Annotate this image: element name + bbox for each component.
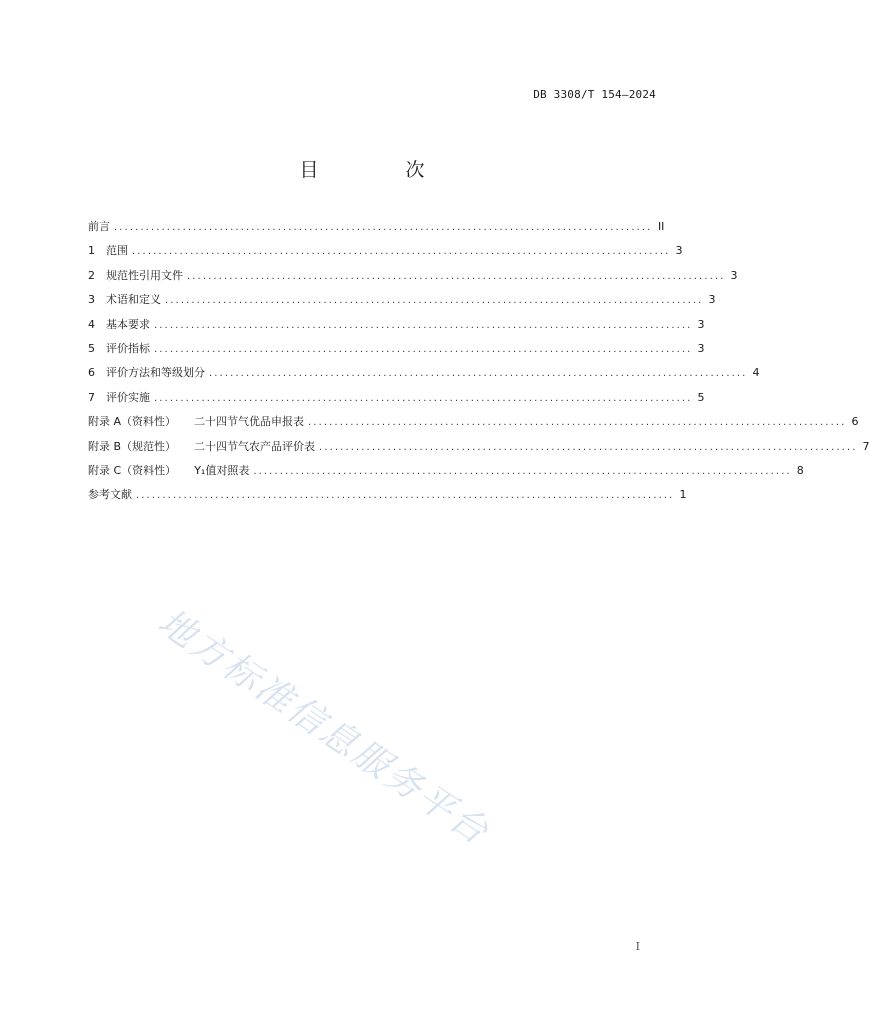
toc-section-number: 3 [88, 293, 95, 307]
toc-entry-bibliography[interactable] [88, 487, 687, 511]
dot-leader: ...................................................................................................... [154, 392, 693, 404]
toc-page-number: 1 [679, 488, 687, 502]
toc-page-number: 4 [752, 366, 760, 380]
toc-entry-basic-requirements[interactable] [88, 317, 705, 341]
toc-entry-evaluation-methods[interactable] [88, 365, 760, 389]
dot-leader: ...................................................................................................... [187, 270, 726, 282]
page-number: I [635, 940, 640, 953]
dot-leader: ...................................................................................................... [209, 368, 748, 380]
toc-entry-label: 评价实施 [106, 390, 150, 404]
toc-entry-normative-references[interactable] [88, 268, 738, 292]
toc-entry-label: 评价指标 [106, 341, 150, 355]
toc-section-number: 5 [88, 341, 95, 355]
table-of-contents [88, 219, 869, 512]
toc-annex-label: 附录 C（资料性） [88, 463, 177, 477]
toc-entry-label: 术语和定义 [106, 293, 161, 307]
toc-page-number: 3 [730, 268, 738, 282]
dot-leader: ...................................................................................................... [165, 295, 704, 307]
toc-page-number: 6 [851, 415, 859, 429]
toc-entry-label: 规范性引用文件 [106, 268, 183, 282]
toc-section-number: 2 [88, 268, 95, 282]
watermark: 地方标准信息服务平台 [150, 601, 497, 854]
toc-entry-label: 范围 [106, 244, 128, 258]
toc-page-number: II [657, 220, 665, 233]
toc-entry-annex-a[interactable] [88, 414, 859, 438]
toc-entry-annex-b[interactable] [88, 439, 869, 463]
toc-entry-label: 前言 [88, 220, 110, 233]
dot-leader: ...................................................................................................... [136, 490, 675, 502]
toc-entry-terms[interactable] [88, 292, 716, 316]
toc-entry-label: 二十四节气优品申报表 [194, 415, 305, 429]
dot-leader: ...................................................................................................... [154, 319, 693, 331]
toc-entry-label: 二十四节气农产品评价表 [194, 439, 316, 453]
toc-entry-label: 基本要求 [106, 317, 150, 331]
dot-leader: ...................................................................................................... [114, 222, 653, 233]
dot-leader: ...................................................................................................... [308, 417, 847, 429]
toc-entry-annex-c[interactable] [88, 463, 804, 487]
document-code: DB 3308/T 154—2024 [533, 88, 656, 101]
toc-entry-evaluation-indicators[interactable] [88, 341, 705, 365]
toc-page-number: 3 [708, 293, 716, 307]
dot-leader: ...................................................................................................... [154, 343, 693, 355]
toc-annex-label: 附录 A（资料性） [88, 415, 177, 429]
toc-page-number: 7 [862, 439, 869, 453]
dot-leader: ...................................................................................................... [319, 441, 858, 453]
toc-page-number: 3 [697, 317, 705, 331]
toc-section-number: 1 [88, 244, 95, 258]
toc-annex-label: 附录 B（规范性） [88, 439, 177, 453]
toc-entry-scope[interactable] [88, 243, 683, 267]
toc-page-number: 3 [697, 341, 705, 355]
toc-entry-label: 参考文献 [88, 488, 132, 502]
toc-section-number: 7 [88, 390, 95, 404]
toc-page-number: 3 [675, 244, 683, 258]
dot-leader: ...................................................................................................... [253, 465, 792, 477]
toc-page-number: 5 [697, 390, 705, 404]
page-title: 目 次 [299, 159, 459, 181]
toc-section-number: 4 [88, 317, 95, 331]
toc-entry-label: Y₁值对照表 [194, 463, 250, 477]
toc-entry-label: 评价方法和等级划分 [106, 366, 205, 380]
dot-leader: ...................................................................................................... [132, 246, 671, 258]
toc-entry-evaluation-implementation[interactable] [88, 390, 705, 414]
toc-section-number: 6 [88, 366, 95, 380]
toc-entry-foreword[interactable] [88, 219, 665, 243]
toc-page-number: 8 [796, 463, 804, 477]
